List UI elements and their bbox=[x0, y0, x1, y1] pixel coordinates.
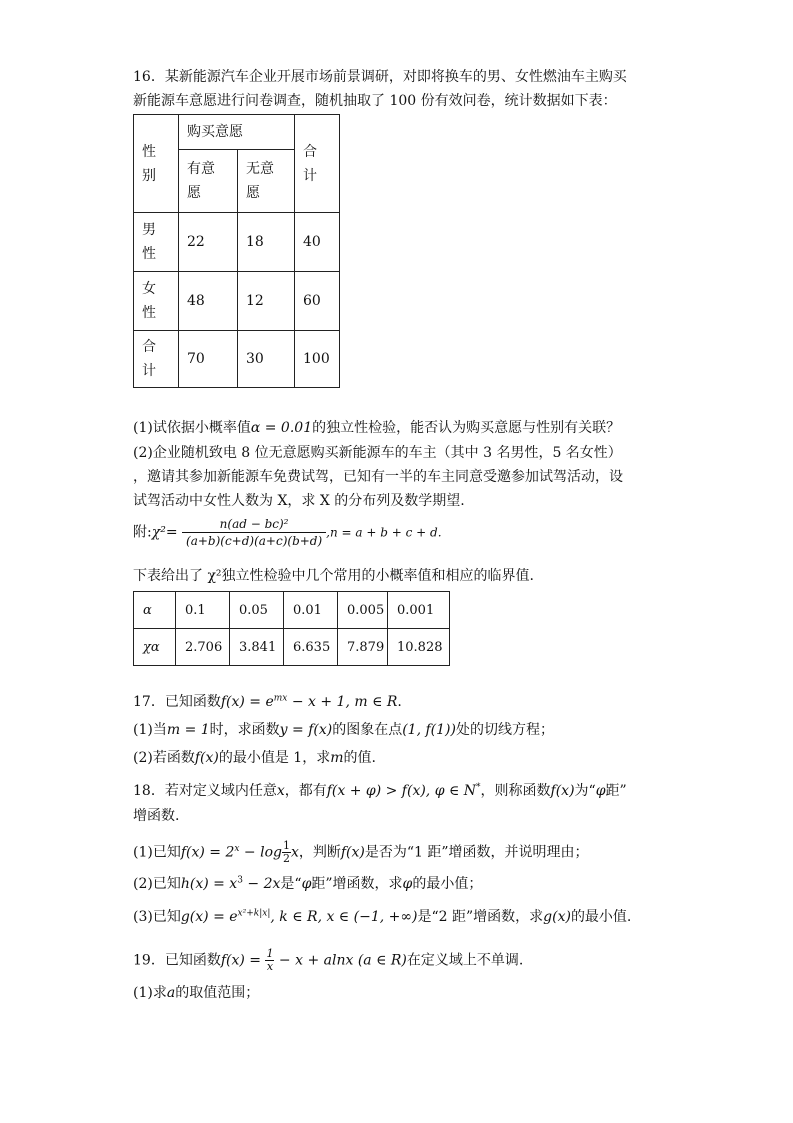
q18-log-base-den: 2 bbox=[282, 852, 290, 865]
q17-p2-mid: 的最小值是 1，求 bbox=[218, 750, 331, 766]
critical-4: 7.879 bbox=[338, 629, 388, 666]
q18-log-base-num: 1 bbox=[282, 839, 290, 852]
row-male-yes: 22 bbox=[179, 213, 238, 272]
row-male-char2: 性 bbox=[142, 246, 156, 262]
q19-line1 bbox=[133, 948, 523, 973]
q18-p3-mid: 是“2 距”增函数，求 bbox=[417, 909, 544, 925]
q18-condition: f(x + φ) > f(x), φ ∈ N bbox=[326, 783, 477, 799]
q18-line1 bbox=[133, 781, 627, 801]
alpha-4: 0.005 bbox=[338, 592, 388, 629]
survey-table bbox=[133, 114, 340, 388]
q19-p1-prefix: (1)求 bbox=[133, 985, 167, 1001]
header-total-char2: 计 bbox=[303, 167, 317, 184]
q18-x: x bbox=[276, 783, 285, 799]
q19-end: 在定义域上不单调. bbox=[406, 952, 524, 969]
row-male-char1: 男 bbox=[142, 222, 156, 238]
header-no-line2: 愿 bbox=[246, 185, 260, 201]
header-gender-char1: 性 bbox=[142, 143, 156, 160]
header-gender bbox=[134, 115, 179, 213]
row-male-no: 18 bbox=[238, 213, 295, 272]
q18-mid: ，都有 bbox=[284, 783, 327, 799]
q18-p1-prefix: (1)已知 bbox=[133, 844, 181, 861]
q19-a: a bbox=[166, 985, 176, 1001]
q16-part2-line3: 试驾活动中女性人数为 X，求 X 的分布列及数学期望. bbox=[133, 493, 465, 509]
formula-numerator: n(ad − bc)² bbox=[182, 516, 326, 533]
row-male-total: 40 bbox=[295, 213, 340, 272]
q16-part2-line1: (2)企业随机致电 8 位无意愿购买新能源车的车主（其中 3 名男性，5 名女性） bbox=[133, 445, 622, 461]
q18-star: * bbox=[476, 782, 481, 793]
critical-5: 10.828 bbox=[388, 629, 450, 666]
q17-part2 bbox=[133, 748, 376, 768]
q17-func: f(x) = e bbox=[220, 694, 274, 710]
row-total-char1: 合 bbox=[142, 339, 156, 355]
row-total-no: 30 bbox=[238, 331, 295, 388]
header-total bbox=[295, 115, 340, 213]
header-yes bbox=[179, 150, 238, 213]
formula-fraction bbox=[182, 516, 326, 549]
table2-intro: 下表给出了 χ²独立性检验中几个常用的小概率值和相应的临界值. bbox=[133, 568, 534, 584]
q18-p3-exp: x²+k|x| bbox=[237, 908, 271, 919]
q19-frac-den: x bbox=[266, 960, 274, 973]
q18-p2-phi2: φ bbox=[402, 876, 413, 892]
q18-part1 bbox=[133, 840, 589, 865]
q17-p2-m: m bbox=[330, 750, 344, 766]
q19-part1 bbox=[133, 983, 259, 1003]
q18-p1-x: x bbox=[290, 844, 299, 861]
header-yes-line1: 有意 bbox=[187, 161, 215, 177]
row-female-yes: 48 bbox=[179, 272, 238, 331]
q18-p2-end: 的最小值； bbox=[412, 876, 483, 892]
appendix-prefix: 附: bbox=[133, 524, 152, 541]
critical-label: χα bbox=[134, 629, 176, 666]
chi-symbol: χ² bbox=[151, 524, 166, 541]
header-yes-line2: 愿 bbox=[187, 185, 201, 201]
q17-p2-fx: f(x) bbox=[194, 750, 219, 766]
row-female-label bbox=[134, 272, 179, 331]
q18-p3-end: 的最小值. bbox=[570, 909, 632, 925]
q17-p1-prefix: (1)当 bbox=[133, 722, 167, 738]
row-total-label bbox=[134, 331, 179, 388]
critical-1: 2.706 bbox=[176, 629, 230, 666]
q17-p2-end: 的值. bbox=[343, 750, 376, 766]
row-total-total: 100 bbox=[295, 331, 340, 388]
q18-end2: 距” bbox=[605, 783, 627, 799]
q18-fx: f(x) bbox=[550, 783, 575, 799]
header-intent: 购买意愿 bbox=[179, 115, 295, 150]
q16-line1: 16．某新能源汽车企业开展市场前景调研，对即将换车的男、女性燃油车主购买 bbox=[133, 69, 627, 85]
q16-part2-line2: ，邀请其参加新能源车免费试驾，已知有一半的车主同意受邀参加试驾活动，设 bbox=[133, 469, 623, 485]
q17-line1 bbox=[133, 692, 402, 712]
q18-p1-end: 是否为“1 距”增函数，并说明理由； bbox=[364, 844, 589, 861]
q18-p1-exp: x bbox=[234, 843, 240, 854]
row-total-char2: 计 bbox=[142, 363, 156, 379]
q18-line2: 增函数. bbox=[133, 808, 180, 824]
q19-p1-end: 的取值范围； bbox=[175, 985, 260, 1001]
q17-m-value: m = 1 bbox=[166, 722, 210, 738]
q18-part3 bbox=[133, 907, 631, 927]
q18-p1-mid: ，判断 bbox=[298, 844, 341, 861]
alpha-label: α bbox=[134, 592, 176, 629]
q19-func: f(x) = bbox=[220, 952, 262, 969]
q18-p2-exp: 3 bbox=[237, 875, 243, 886]
q16-part1-suffix: 的独立性检验，能否认为购买意愿与性别有关联？ bbox=[312, 420, 621, 436]
q18-p3-func: g(x) = e bbox=[180, 909, 238, 925]
q16-part1 bbox=[133, 418, 620, 438]
header-no bbox=[238, 150, 295, 213]
row-female-char1: 女 bbox=[142, 281, 156, 297]
q18-p2-func: h(x) = x bbox=[180, 876, 238, 892]
formula-equals: = bbox=[165, 524, 178, 541]
q17-p1-end: 处的切线方程； bbox=[455, 722, 554, 738]
q18-p1-fx: f(x) bbox=[340, 844, 365, 861]
q18-p2-prefix: (2)已知 bbox=[133, 876, 181, 892]
q18-p2-tail: − 2x bbox=[242, 876, 281, 892]
chi-square-formula bbox=[133, 516, 442, 549]
header-total-char1: 合 bbox=[303, 143, 317, 160]
row-female-char2: 性 bbox=[142, 305, 156, 321]
alpha-2: 0.05 bbox=[230, 592, 284, 629]
row-female-no: 12 bbox=[238, 272, 295, 331]
q18-p3-prefix: (3)已知 bbox=[133, 909, 181, 925]
row-total-yes: 70 bbox=[179, 331, 238, 388]
q19-frac-num: 1 bbox=[266, 947, 274, 960]
q18-log-base bbox=[282, 840, 291, 865]
header-no-line1: 无意 bbox=[246, 161, 274, 177]
q18-prefix: 18．若对定义域内任意 bbox=[133, 783, 277, 799]
q17-part1 bbox=[133, 720, 554, 740]
q17-func-tail: − x + 1, m ∈ R bbox=[287, 694, 398, 710]
q18-p2-phi: φ bbox=[301, 876, 312, 892]
formula-tail: ,n = a + b + c + d. bbox=[326, 525, 442, 540]
q16-line2: 新能源车意愿进行问卷调查，随机抽取了 100 份有效问卷，统计数据如下表： bbox=[133, 93, 617, 109]
header-gender-char2: 别 bbox=[142, 167, 156, 184]
q18-p1-log: − log bbox=[239, 844, 282, 861]
q18-end: 为“ bbox=[574, 783, 596, 799]
q18-mid2: ，则称函数 bbox=[480, 783, 551, 799]
q18-p2-mid: 是“ bbox=[280, 876, 302, 892]
q18-phi: φ bbox=[595, 783, 606, 799]
critical-3: 6.635 bbox=[284, 629, 338, 666]
q17-p1-mid: 时，求函数 bbox=[209, 722, 280, 738]
q16-part1-prefix: (1)试依据小概率值 bbox=[133, 420, 251, 436]
q17-p2-prefix: (2)若函数 bbox=[133, 750, 195, 766]
row-male-label bbox=[134, 213, 179, 272]
q16-alpha-value: α = 0.01 bbox=[250, 420, 313, 436]
alpha-1: 0.1 bbox=[176, 592, 230, 629]
q17-point: (1, f(1)) bbox=[402, 722, 456, 738]
q17-yfx: y = f(x) bbox=[279, 722, 333, 738]
q17-end: . bbox=[397, 694, 402, 710]
critical-2: 3.841 bbox=[230, 629, 284, 666]
q18-p3-gx: g(x) bbox=[543, 909, 571, 925]
q18-p2-mid2: 距”增函数，求 bbox=[311, 876, 403, 892]
q18-p3-tail: , k ∈ R, x ∈ (−1, +∞) bbox=[270, 909, 418, 925]
q17-prefix: 17．已知函数 bbox=[133, 694, 221, 710]
q19-func-tail: − x + alnx (a ∈ R) bbox=[274, 952, 407, 969]
formula-denominator: (a+b)(c+d)(a+c)(b+d) bbox=[186, 534, 323, 548]
alpha-3: 0.01 bbox=[284, 592, 338, 629]
q18-part2 bbox=[133, 874, 482, 894]
row-female-total: 60 bbox=[295, 272, 340, 331]
q19-prefix: 19．已知函数 bbox=[133, 952, 221, 969]
critical-value-table bbox=[133, 591, 450, 666]
alpha-5: 0.001 bbox=[388, 592, 450, 629]
q17-p1-mid2: 的图象在点 bbox=[332, 722, 403, 738]
q18-p1-func: f(x) = 2 bbox=[180, 844, 235, 861]
q17-exponent: mx bbox=[273, 693, 288, 704]
